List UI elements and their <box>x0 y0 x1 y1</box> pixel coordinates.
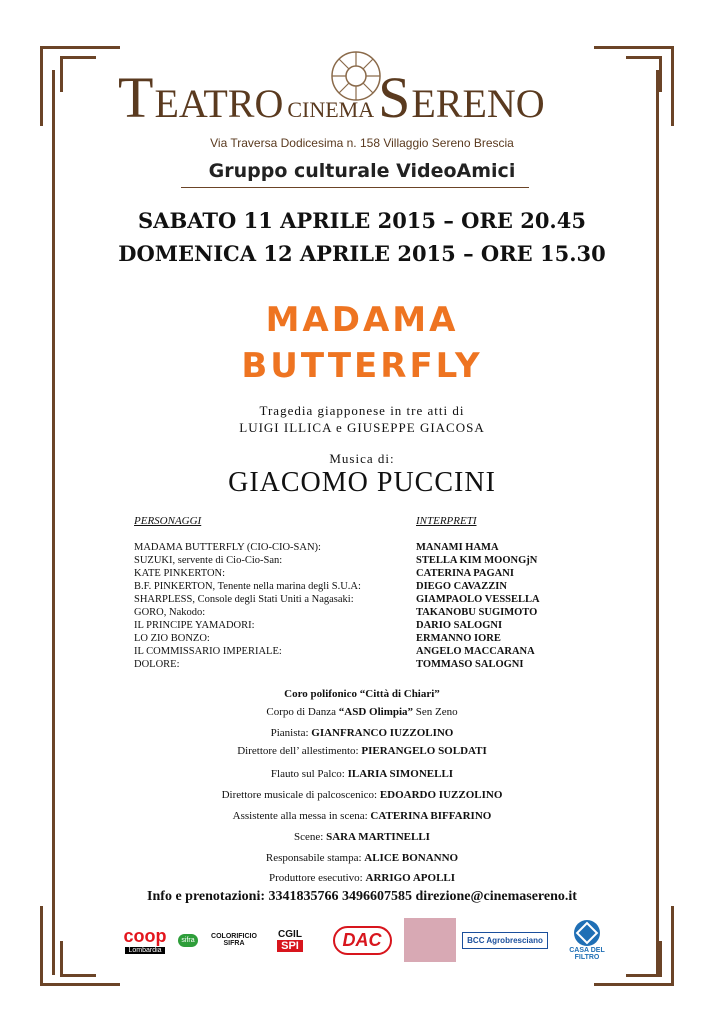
performers-list <box>416 541 540 671</box>
list-item: ANGELO MACCARANA <box>416 646 535 657</box>
credit-value: CATERINA BIFFARINO <box>370 810 492 822</box>
credit-label: Flauto sul Palco: <box>270 768 345 780</box>
list-item: B.F. PINKERTON, Tenente nella marina degli S.U.A: <box>134 581 361 592</box>
corner-ornament-br <box>626 941 662 977</box>
credit-label: Pianista: <box>270 727 309 739</box>
frame-bottom-left-v <box>40 906 43 986</box>
frame-bottom-right <box>594 983 674 986</box>
list-item: CATERINA PAGANI <box>416 568 514 579</box>
list-item: SUZUKI, servente di Cio-Cio-San: <box>134 555 283 566</box>
credit-scenes <box>0 831 724 843</box>
credit-value: ARRIGO APOLLI <box>365 872 456 884</box>
frame-top-right <box>594 46 674 49</box>
dac-logo-text: DAC <box>333 926 392 955</box>
list-item: IL PRINCIPE YAMADORI: <box>134 620 255 631</box>
coop-logo-text: coop <box>123 926 167 946</box>
music-label: Musica di: <box>329 451 395 466</box>
list-item: DIEGO CAVAZZIN <box>416 581 507 592</box>
credit-value: SARA MARTINELLI <box>326 831 430 843</box>
coop-logo <box>120 918 170 962</box>
list-item: MANAMI HAMA <box>416 542 499 553</box>
list-item: SHARPLESS, Console degli Stati Uniti a Nagasaki: <box>134 594 354 605</box>
dac-logo <box>328 918 396 962</box>
credit-label: Produttore esecutivo: <box>268 872 363 884</box>
cgil-spi-logo <box>268 918 312 962</box>
list-item: TOMMASO SALOGNI <box>416 659 524 670</box>
cgil-logo-text: CGIL <box>278 928 302 940</box>
colorificio-logo-text: COLORIFICIO SIFRA <box>211 933 257 947</box>
theatre-name-initial-1: T <box>118 65 155 130</box>
list-item: MADAMA BUTTERFLY (CIO-CIO-SAN): <box>134 542 321 553</box>
credit-flute <box>0 768 724 780</box>
info-contacts: Info e prenotazioni: 3341835766 3496607585 direzione@cinemasereno.it <box>147 889 577 904</box>
credit-pianist <box>0 727 724 739</box>
theatre-name-rest-1: EATRO <box>154 81 284 126</box>
date-line-1: SABATO 11 APRILE 2015 – ORE 20.45 <box>138 208 586 233</box>
list-item: LO ZIO BONZO: <box>134 633 210 644</box>
credit-dance-place: Sen Zeno <box>415 706 458 718</box>
coop-logo-sub: Lombardia <box>125 947 164 954</box>
composer-name: GIACOMO PUCCINI <box>228 467 496 498</box>
credit-choir: Coro polifonico “Città di Chiari” <box>284 688 440 700</box>
casa-del-filtro-logo <box>556 918 618 962</box>
theatre-address: Via Traversa Dodicesima n. 158 Villaggio Sereno Brescia <box>210 136 514 150</box>
list-item: DARIO SALOGNI <box>416 620 503 631</box>
credit-dance <box>0 706 724 718</box>
list-item: ERMANNO IORE <box>416 633 501 644</box>
corner-ornament-bl <box>60 941 96 977</box>
list-item: IL COMMISSARIO IMPERIALE: <box>134 646 282 657</box>
credit-dance-label: Corpo di Danza <box>266 706 337 718</box>
filtro-logo-text: CASA DEL FILTRO <box>569 947 605 961</box>
opera-title-line-1: MADAMA <box>265 300 459 340</box>
credit-label: Responsabile stampa: <box>265 852 362 864</box>
frame-bottom-left <box>40 983 120 986</box>
frame-top-right-v <box>671 46 674 126</box>
sifra-logo <box>175 918 201 962</box>
characters-heading: PERSONAGGI <box>134 515 202 527</box>
corner-ornament-tl <box>60 56 96 92</box>
performers-heading: INTERPRETI <box>416 515 477 527</box>
group-name: Gruppo culturale VideoAmici <box>208 160 516 182</box>
filtro-emblem-icon <box>573 919 601 947</box>
list-item: GIAMPAOLO VESSELLA <box>416 594 540 605</box>
theatre-name-initial-2: S <box>378 65 412 130</box>
list-item: STELLA KIM MOONGjN <box>416 555 538 566</box>
credit-value: EDOARDO IUZZOLINO <box>379 789 503 801</box>
opera-title-line-2: BUTTERFLY <box>241 346 483 386</box>
list-item: TAKANOBU SUGIMOTO <box>416 607 538 618</box>
credit-dance-name: “ASD Olimpia” <box>338 706 414 718</box>
list-item: DOLORE: <box>134 659 180 670</box>
credit-assistant <box>0 810 724 822</box>
characters-list <box>134 541 361 671</box>
subtitle-line-1: Tragedia giapponese in tre atti di <box>259 403 465 418</box>
colorificio-logo <box>204 918 264 962</box>
credit-value: ILARIA SIMONELLI <box>347 768 454 780</box>
list-item: GORO, Nakodo: <box>134 607 206 618</box>
frame-top-left <box>40 46 120 49</box>
corner-ornament-tr <box>626 56 662 92</box>
bcc-logo <box>462 918 548 962</box>
credit-stage-music <box>0 789 724 801</box>
spi-logo-text: SPI <box>277 940 303 952</box>
theatre-name-middle: CINEMA <box>287 97 375 122</box>
credit-press <box>0 852 724 864</box>
sifra-logo-text: sifra <box>178 934 197 947</box>
subtitle-line-2: LUIGI ILLICA e GIUSEPPE GIACOSA <box>239 420 485 435</box>
credit-producer <box>0 872 724 884</box>
credit-director <box>0 745 724 757</box>
rose-logo <box>404 918 456 962</box>
credit-label: Direttore musicale di palcoscenico: <box>221 789 378 801</box>
credit-value: PIERANGELO SOLDATI <box>361 745 487 757</box>
date-line-2: DOMENICA 12 APRILE 2015 – ORE 15.30 <box>118 241 606 266</box>
credit-label: Direttore dell’ allestimento: <box>237 745 359 757</box>
header-divider <box>181 187 529 188</box>
credit-value: ALICE BONANNO <box>364 852 459 864</box>
list-item: KATE PINKERTON: <box>134 568 226 579</box>
credit-value: GIANFRANCO IUZZOLINO <box>311 727 454 739</box>
theatre-name <box>118 64 598 144</box>
credit-label: Assistente alla messa in scena: <box>232 810 368 822</box>
credit-label: Scene: <box>294 831 324 843</box>
frame-bottom-right-v <box>671 906 674 986</box>
frame-top-left-v <box>40 46 43 126</box>
theatre-name-rest-2: ERENO <box>411 81 545 126</box>
bcc-logo-text: BCC Agrobresciano <box>462 932 548 949</box>
